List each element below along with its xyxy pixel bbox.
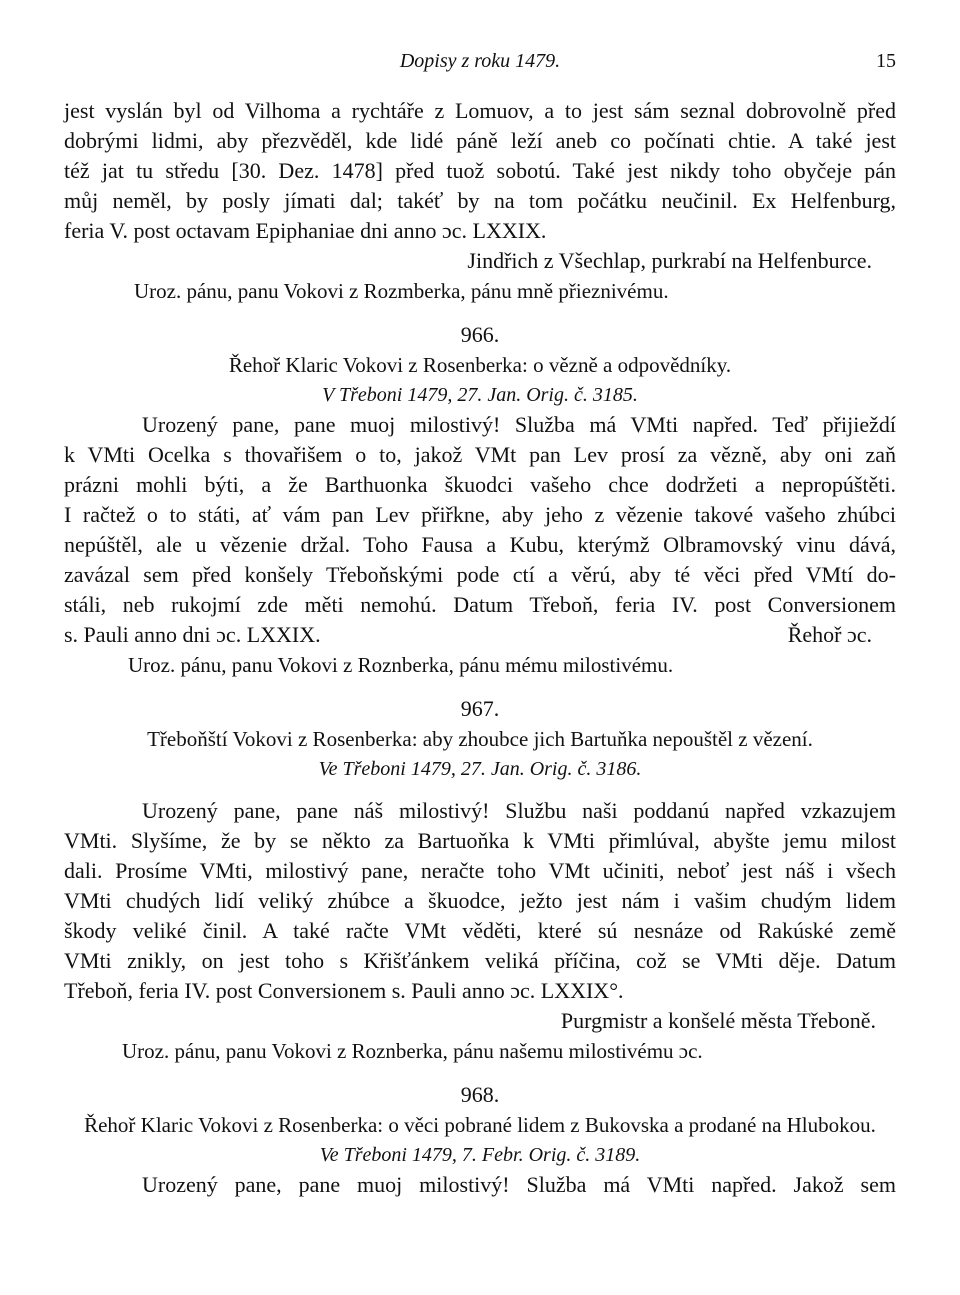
- running-title: Dopisy z roku 1479.: [399, 50, 561, 72]
- letter-source: Ve Třeboni 1479, 7. Febr. Orig. č. 3189.: [319, 1144, 641, 1166]
- text-line: zavázal sem před konšely Třeboňskými pode ctí a věrú, aby té věci před VMtí do-: [64, 562, 896, 587]
- letter-signature: Jindřich z Všechlap, purkrabí na Helfenburce.: [467, 248, 872, 273]
- letter-signature: Řehoř ɔc.: [787, 622, 872, 647]
- letter-number: 966.: [460, 322, 500, 347]
- text-line: I račtež o to státi, ať vám pan Lev přiřkne, aby jeho z vězenie takové vašeho zhúbci: [64, 502, 896, 527]
- text-line: k VMti Ocelka s thovařišem o to, jakož VMt pan Lev prosí za vězně, aby oni zaň: [64, 442, 896, 467]
- text-line-with-signature: [64, 620, 896, 650]
- text-line: škody veliké činil. A také račte VMt věděti, které sú nesnáze od Rakúské země: [64, 918, 896, 943]
- page-header: [64, 46, 896, 76]
- letter-968: [64, 1080, 896, 1200]
- letter-address: Uroz. pánu, panu Vokovi z Rozmberka, pánu mně přieznivému.: [134, 279, 669, 303]
- letter-source: Ve Třeboni 1479, 27. Jan. Orig. č. 3186.: [318, 758, 642, 780]
- letter-address: Uroz. pánu, panu Vokovi z Roznberka, pánu mému milostivému.: [128, 653, 674, 677]
- letter-source: V Třeboni 1479, 27. Jan. Orig. č. 3185.: [322, 384, 638, 406]
- letter-965-continuation: [64, 96, 896, 306]
- text-line: Urozený pane, pane muoj milostivý! Služba má VMti napřed. Teď přijieždí: [142, 412, 896, 437]
- text-line: též jat tu středu [30. Dez. 1478] před tuož sobotú. Také jest nikdy toho obyčeje pán: [64, 158, 896, 183]
- letter-967: [64, 694, 896, 1066]
- text-line: VMti. Slyšíme, že by se někto za Bartuoňka k VMti přimlúval, abyšte jemu milost: [64, 828, 896, 853]
- letter-966: [64, 320, 896, 680]
- letter-regest: Řehoř Klaric Vokovi z Rosenberka: o věci pobrané lidem z Bukovska a prodané na Hlubokou.: [84, 1113, 876, 1137]
- text-line: feria V. post octavam Epiphaniae dni anno ɔc. LXXIX.: [64, 218, 547, 243]
- letter-number: 967.: [460, 696, 500, 721]
- text-line: dobrými lidmi, aby přezvěděl, kde lidé páně leží aneb co počínati chtie. A také jest: [64, 128, 896, 153]
- letter-regest: Řehoř Klaric Vokovi z Rosenberka: o vězně a odpovědníky.: [228, 353, 732, 377]
- letter-number: 968.: [460, 1082, 500, 1107]
- text-line: VMti znikly, on jest toho s Křišťánkem veliká příčina, což se VMti děje. Datum: [64, 948, 896, 973]
- letter-regest: Třeboňští Vokovi z Rosenberka: aby zhoubce jich Bartuňka nepouštěl z vězení.: [147, 727, 813, 751]
- text-line: stáli, neb rukojmí zde měti nemohú. Datum Třeboň, feria IV. post Conversionem: [64, 592, 896, 617]
- page-number: 15: [876, 50, 896, 72]
- letter-address: Uroz. pánu, panu Vokovi z Roznberka, pánu našemu milostivému ɔc.: [122, 1039, 703, 1063]
- text-line: VMti chudých lidí veliký zhúbce a škuodce, ježto jest nám i vašim chudým lidem: [64, 888, 896, 913]
- letter-signature: Purgmistr a konšelé města Třeboně.: [560, 1008, 876, 1033]
- text-line: prázni mohli býti, a že Barthuonka škuodci vašeho chce dodržeti a nepropúštěti.: [64, 472, 896, 497]
- page-body: [64, 96, 896, 1200]
- text-line: můj neměl, by posly jímati dal; takéť by na tom počátku neučinil. Ex Helfenburg,: [64, 188, 896, 213]
- text-line: dali. Prosíme VMti, milostivý pane, neračte toho VMt učiniti, neboť jest náš i všech: [64, 858, 896, 883]
- text-line: Urozený pane, pane náš milostivý! Službu naši poddanú napřed vzkazujem: [142, 798, 896, 823]
- text-line: s. Pauli anno dni ɔc. LXXIX.: [64, 622, 321, 647]
- text-line: Třeboň, feria IV. post Conversionem s. Pauli anno ɔc. LXXIX°.: [64, 978, 624, 1003]
- text-line: Urozený pane, pane muoj milostivý! Služba má VMti napřed. Jakož sem: [142, 1172, 896, 1197]
- text-line: nepúštěl, ale u vězenie držal. Toho Fausa a Kubu, kterýmž Olbramovský vinu dává,: [64, 532, 896, 557]
- text-line: jest vyslán byl od Vilhoma a rychtáře z Lomuov, a to jest sám seznal dobrovolně před: [64, 98, 896, 123]
